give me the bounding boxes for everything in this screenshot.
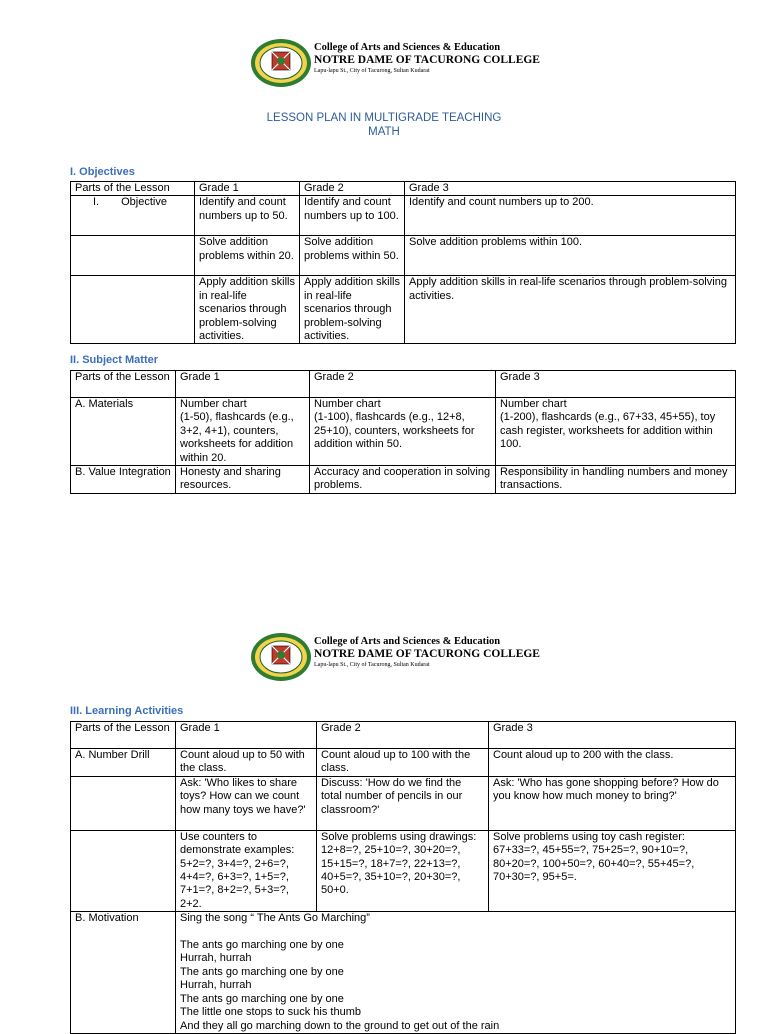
table-row: [71, 196, 736, 236]
subject-matter-table: [70, 370, 736, 494]
header-cell: Grade 3: [496, 371, 736, 398]
table-cell: A. Materials: [71, 398, 176, 466]
table-cell: Count aloud up to 200 with the class.: [489, 749, 736, 777]
college-address: Lapu-lapu St., City of Tacurong, Sultan Kudarat: [314, 662, 430, 668]
table-row: [71, 276, 736, 344]
table-cell: Ask: 'Who likes to share toys? How can we count how many toys we have?': [176, 776, 317, 830]
header-cell: Grade 1: [195, 182, 300, 196]
table-cell: Solve problems using toy cash register: 67+33=?, 45+55=?, 75+25=?, 90+10=?, 80+20=?, 100+50=?, 60+40=?, 55+45=?, 70+30=?, 95+5=.: [489, 830, 736, 911]
table-row: [71, 466, 736, 494]
table-cell: Solve addition problems within 20.: [195, 236, 300, 276]
table-cell: Number chart (1-200), flashcards (e.g., 67+33, 45+55), toy cash register, worksheets for addition within 100.: [496, 398, 736, 466]
table-row: [71, 776, 736, 830]
college-header: [250, 38, 550, 90]
table-cell: B. Value Integration: [71, 466, 176, 494]
table-cell: Use counters to demonstrate examples: 5+2=?, 3+4=?, 2+6=?, 4+4=?, 6+3=?, 1+5=?, 7+1=?, 8+2=?, 5+3=?, 2+2.: [176, 830, 317, 911]
objective-label: [71, 196, 195, 236]
header-cell: Parts of the Lesson: [71, 182, 195, 196]
college-name: NOTRE DAME OF TACURONG COLLEGE: [314, 648, 540, 660]
table-row: [71, 749, 736, 777]
table-cell: [71, 236, 195, 276]
header-cell: Grade 2: [317, 722, 489, 749]
table-cell: Honesty and sharing resources.: [176, 466, 310, 494]
header-cell: Grade 2: [310, 371, 496, 398]
table-cell: Count aloud up to 100 with the class.: [317, 749, 489, 777]
college-address: Lapu-lapu St., City of Tacurong, Sultan Kudarat: [314, 68, 430, 74]
table-cell: Number chart (1-100), flashcards (e.g., 12+8, 25+10), counters, worksheets for addition within 50.: [310, 398, 496, 466]
header-cell: Grade 3: [405, 182, 736, 196]
table-cell: Discuss: 'How do we find the total number of pencils in our classroom?': [317, 776, 489, 830]
lesson-plan-title: LESSON PLAN IN MULTIGRADE TEACHING: [266, 112, 502, 124]
college-dept-name: College of Arts and Sciences & Education: [314, 42, 501, 53]
motivation-song-cell: Sing the song “ The Ants Go Marching” The ants go marching one by one Hurrah, hurrah The ants go marching one by one Hurrah, hurrah The ants go marching one by one The little one stops to suck his thumb And they all go marching down to the ground to get out of the rain: [176, 912, 736, 1034]
header-cell: Grade 1: [176, 722, 317, 749]
college-dept-name: College of Arts and Sciences & Education: [314, 636, 501, 647]
table-cell: Solve problems using drawings: 12+8=?, 25+10=?, 30+20=?, 15+15=?, 18+7=?, 22+13=?, 40+5=?, 35+10=?, 20+30=?, 50+0.: [317, 830, 489, 911]
table-cell: Responsibility in handling numbers and money transactions.: [496, 466, 736, 494]
subject-title: MATH: [368, 126, 400, 138]
table-cell: Identify and count numbers up to 200.: [405, 196, 736, 236]
table-cell: Number chart (1-50), flashcards (e.g., 3+2, 4+1), counters, worksheets for addition within 20.: [176, 398, 310, 466]
table-row: [71, 912, 736, 1034]
table-row: [71, 236, 736, 276]
college-header: [250, 632, 550, 684]
objective-number: I.: [93, 196, 100, 209]
header-cell: Parts of the Lesson: [71, 371, 176, 398]
table-cell: Accuracy and cooperation in solving problems.: [310, 466, 496, 494]
header-cell: Grade 3: [489, 722, 736, 749]
table-cell: Apply addition skills in real-life scenarios through problem-solving activities.: [195, 276, 300, 344]
table-cell: Count aloud up to 50 with the class.: [176, 749, 317, 777]
learning-activities-table: [70, 721, 736, 1034]
learning-activities-heading: III. Learning Activities: [70, 705, 184, 717]
table-cell: Apply addition skills in real-life scenarios through problem-solving activities.: [300, 276, 405, 344]
table-cell: Apply addition skills in real-life scenarios through problem-solving activities.: [405, 276, 736, 344]
header-cell: Parts of the Lesson: [71, 722, 176, 749]
table-cell: Identify and count numbers up to 50.: [195, 196, 300, 236]
table-cell: A. Number Drill: [71, 749, 176, 777]
header-cell: Grade 2: [300, 182, 405, 196]
table-cell: [71, 276, 195, 344]
header-cell: Grade 1: [176, 371, 310, 398]
table-cell: Identify and count numbers up to 100.: [300, 196, 405, 236]
college-seal-icon: [250, 632, 312, 682]
objectives-table: [70, 181, 736, 344]
table-cell: B. Motivation: [71, 912, 176, 1034]
table-cell: [71, 830, 176, 911]
objectives-heading: I. Objectives: [70, 166, 135, 178]
table-row: [71, 398, 736, 466]
table-header-row: [71, 722, 736, 749]
table-cell: [71, 776, 176, 830]
table-header-row: [71, 371, 736, 398]
table-header-row: [71, 182, 736, 196]
objective-text: Objective: [121, 196, 167, 209]
table-cell: Solve addition problems within 50.: [300, 236, 405, 276]
college-name: NOTRE DAME OF TACURONG COLLEGE: [314, 54, 540, 66]
college-seal-icon: [250, 38, 312, 88]
subject-matter-heading: II. Subject Matter: [70, 354, 159, 366]
table-cell: Solve addition problems within 100.: [405, 236, 736, 276]
table-row: [71, 830, 736, 911]
table-cell: Ask: 'Who has gone shopping before? How do you know how much money to bring?': [489, 776, 736, 830]
